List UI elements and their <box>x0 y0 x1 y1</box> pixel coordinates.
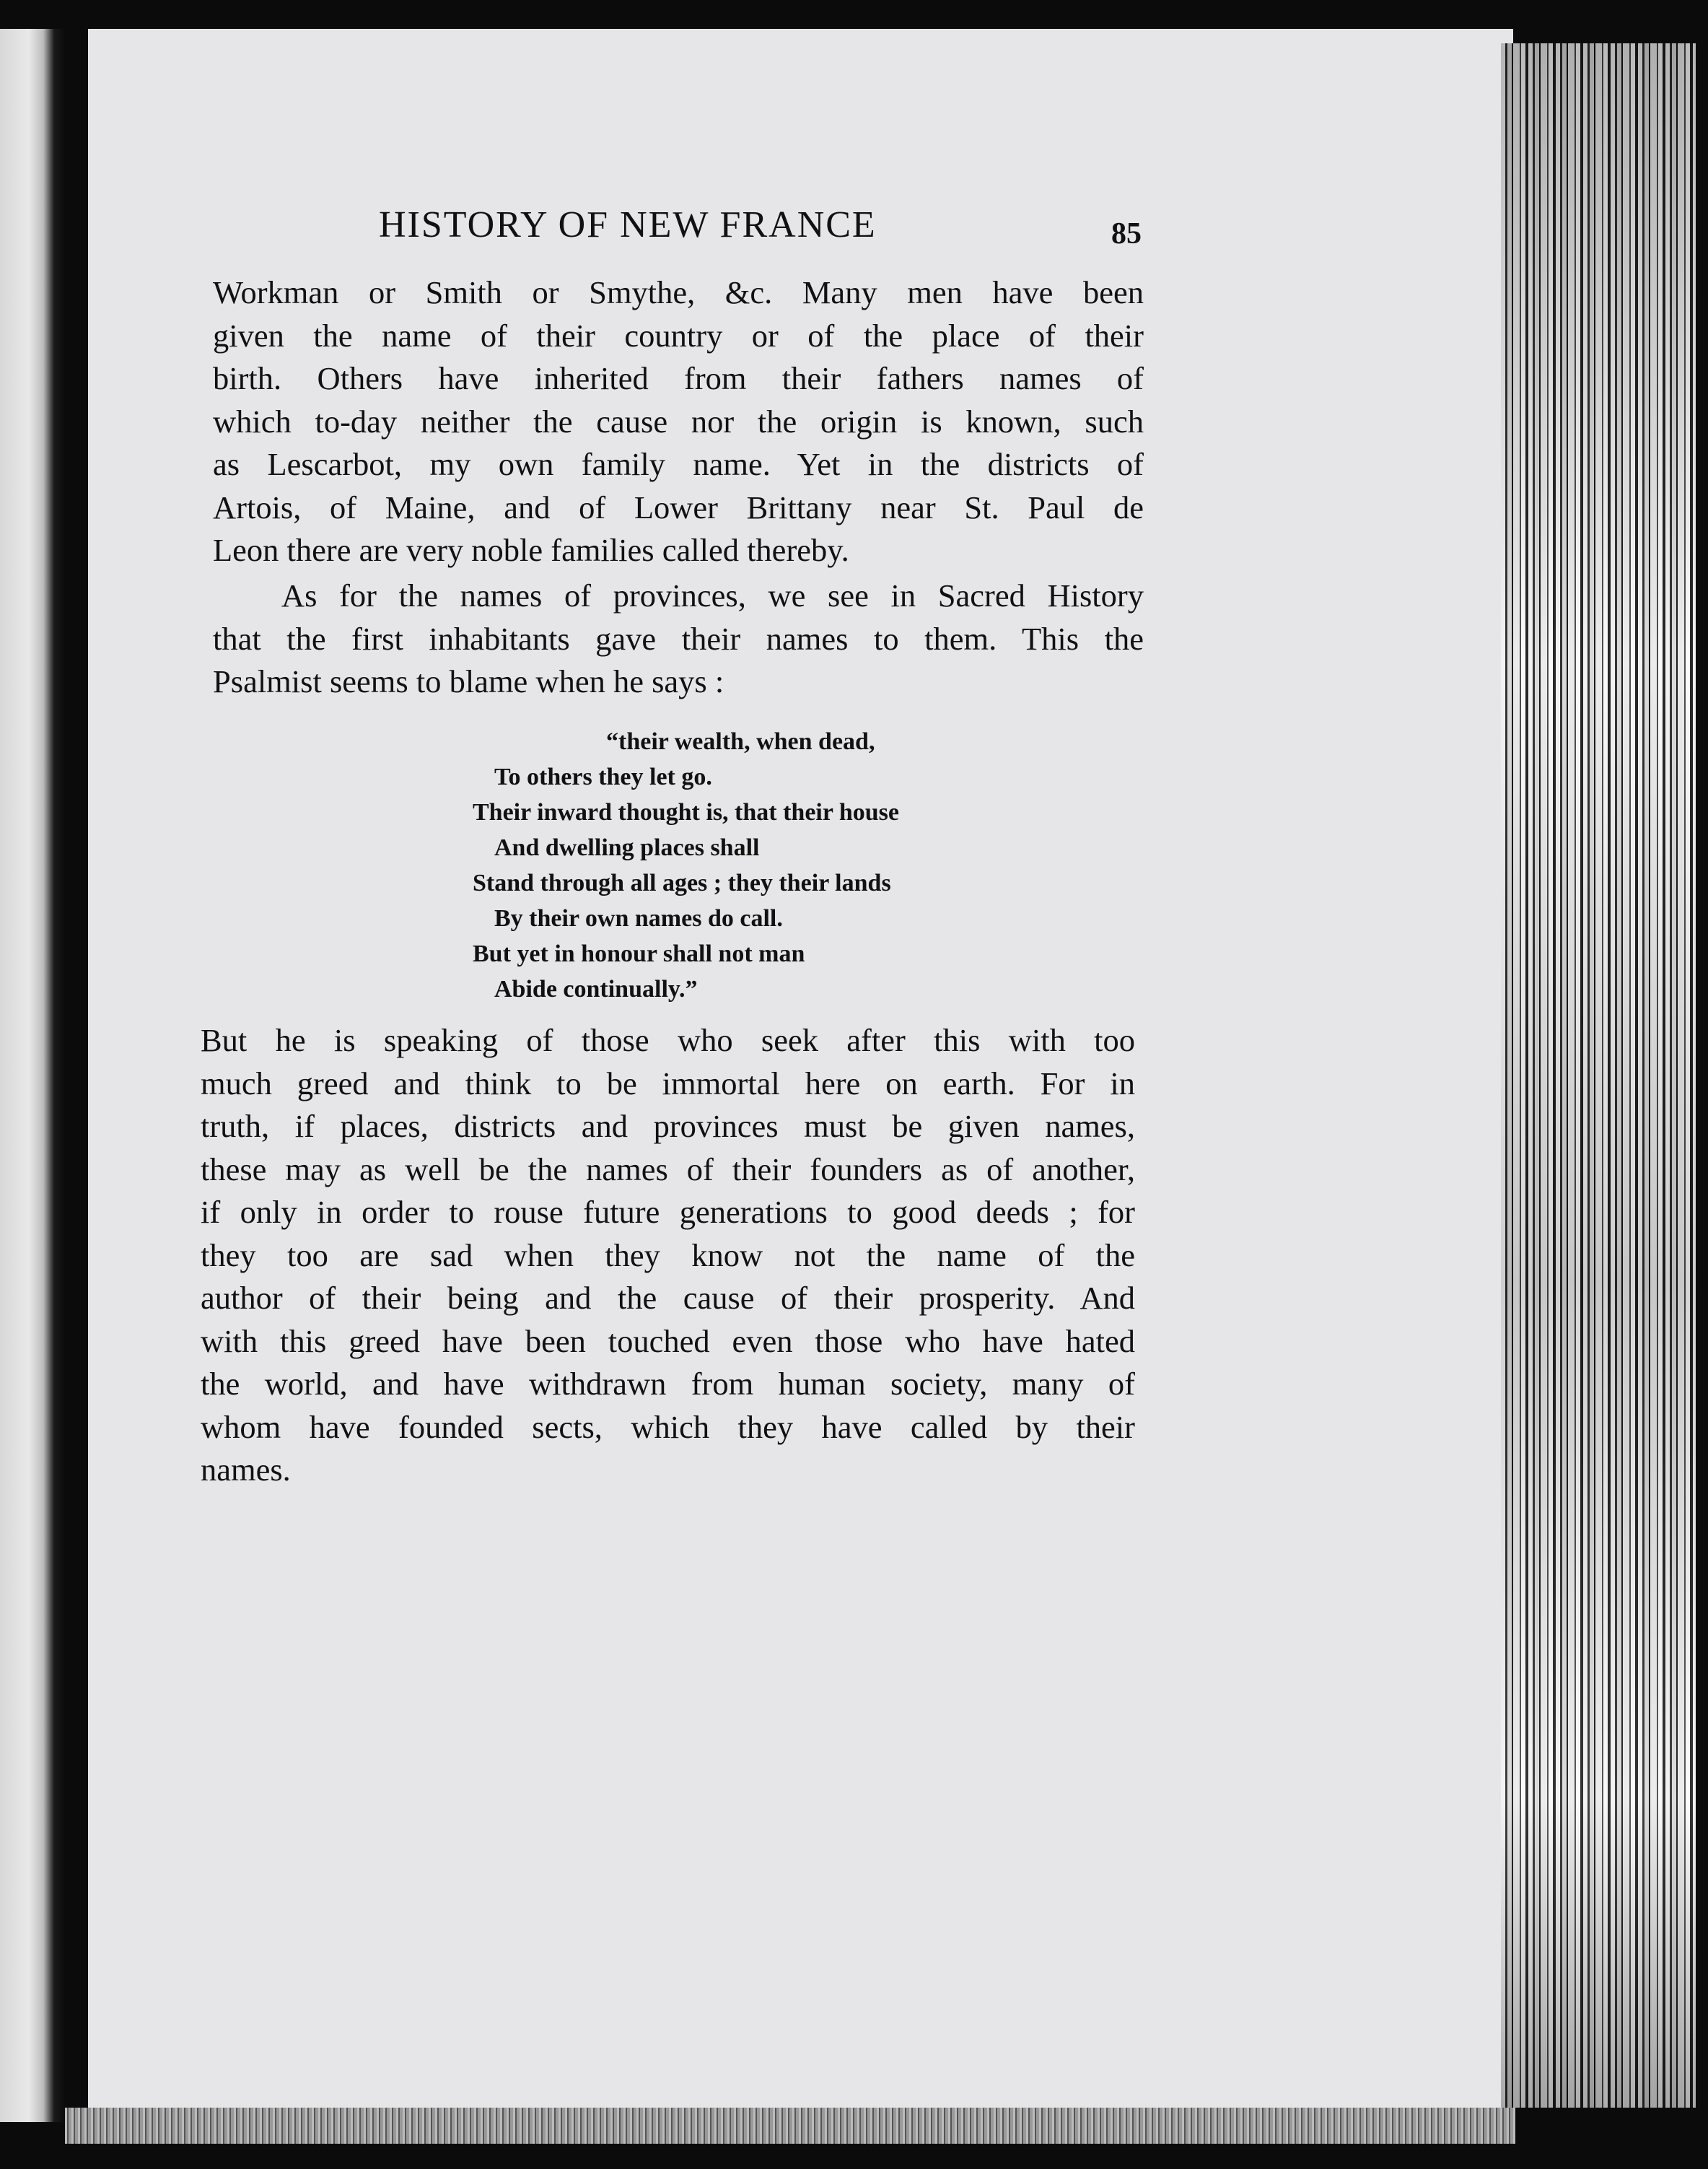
paragraph-1 <box>213 271 1144 572</box>
book-bottom-edge <box>65 2108 1515 2144</box>
text-line: Psalmist seems to blame when he says : <box>213 663 724 699</box>
running-head: HISTORY OF NEW FRANCE <box>379 204 877 245</box>
left-page-edge <box>0 29 65 2122</box>
page-number: 85 <box>1111 217 1142 250</box>
text-line: Leon there are very noble families called thereby. <box>213 532 849 568</box>
verse-line: “their wealth, when dead, <box>606 728 875 755</box>
verse-line: Abide continually.” <box>494 976 698 1003</box>
text-line: But he is speaking of those who seek after this with too <box>201 1022 1135 1058</box>
text-line: birth. Others have inherited from their fathers names of <box>213 360 1144 396</box>
text-line: which to-day neither the cause nor the origin is known, such <box>213 403 1144 440</box>
text-line: names. <box>201 1452 291 1488</box>
text-line: truth, if places, districts and provinces must be given names, <box>201 1108 1135 1144</box>
verse-line: And dwelling places shall <box>494 834 760 861</box>
text-line: the world, and have withdrawn from human society, many of <box>201 1366 1135 1402</box>
paragraph-2 <box>213 575 1144 704</box>
text-line: with this greed have been touched even those who have hated <box>201 1322 1135 1359</box>
psalm-quotation <box>473 724 899 1007</box>
text-line: given the name of their country or of the place of their <box>213 317 1144 354</box>
verse-line: To others they let go. <box>494 764 712 790</box>
text-line: whom have founded sects, which they have called by their <box>201 1408 1135 1445</box>
verse-line: Stand through all ages ; they their lands <box>473 870 891 896</box>
text-line: that the first inhabitants gave their names to them. This the <box>213 620 1144 657</box>
text-line: As for the names of provinces, we see in Sacred History <box>281 577 1144 614</box>
text-line: Artois, of Maine, and of Lower Brittany near St. Paul de <box>213 489 1144 525</box>
paragraph-3 <box>201 1019 1135 1492</box>
verse-line: But yet in honour shall not man <box>473 941 805 967</box>
text-line: if only in order to rouse future generations to good deeds ; for <box>201 1194 1135 1230</box>
text-line: much greed and think to be immortal here on earth. For in <box>201 1065 1135 1101</box>
verse-line: By their own names do call. <box>494 905 783 932</box>
text-line: author of their being and the cause of their prosperity. And <box>201 1280 1135 1316</box>
text-line: Workman or Smith or Smythe, &c. Many men have been <box>213 274 1144 310</box>
fore-edge-shading <box>1501 43 1696 2108</box>
text-line: these may as well be the names of their founders as of another, <box>201 1151 1135 1187</box>
verse-line: Their inward thought is, that their house <box>473 799 899 826</box>
text-line: as Lescarbot, my own family name. Yet in the districts of <box>213 446 1144 482</box>
text-line: they too are sad when they know not the name of the <box>201 1236 1135 1273</box>
